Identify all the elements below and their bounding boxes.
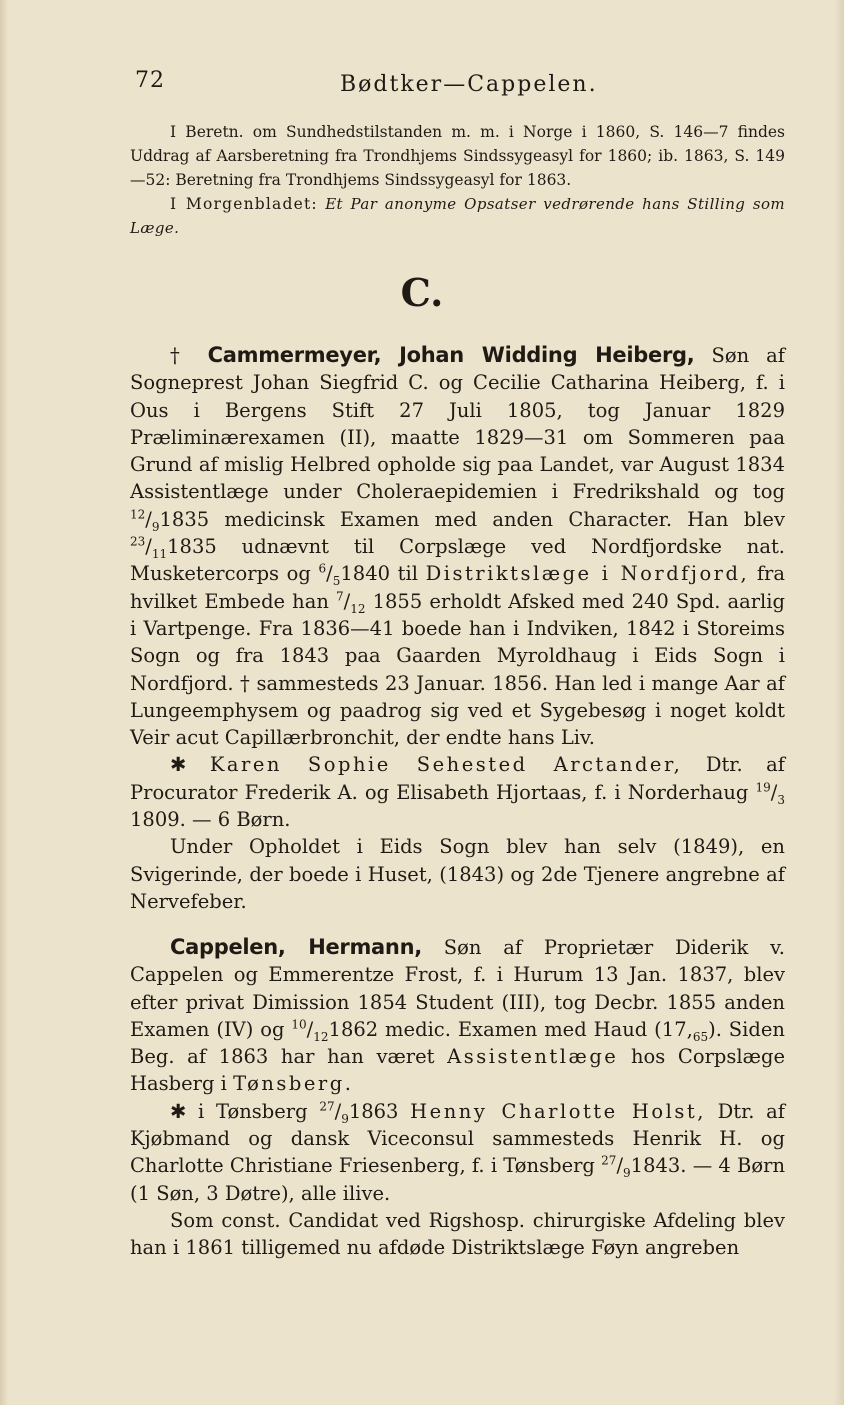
entry-paragraph (130, 342, 785, 751)
entry-text: 1835 udnævnt til Corpslæge ved Nordfjordske nat. Musketercorps og (130, 535, 785, 586)
dagger-mark: † (170, 344, 191, 367)
spouse-name: Karen Sophie Sehested Arctander, (209, 753, 683, 777)
entry-text: 1863 (348, 1099, 399, 1123)
date-fraction: $^7/_{12}$ (336, 589, 366, 616)
marriage-paragraph (130, 1098, 785, 1207)
entry-text: 1809. — 6 Børn. (130, 808, 291, 832)
entry-text: 1835 medicinsk Examen med anden Character. Han blev (159, 507, 785, 531)
section-letter: C. (400, 270, 444, 315)
top-note-line: I Beretn. om Sundhedstilstanden m. m. i Norge i 1860, S. 146—7 findes Uddrag af Aarsberetning fra Trondhjems Sindssygeasyl for 1860; ib. 1863, S. 149—52: Beretning fra Trondhjems Sindssygeasyl for 1863. (130, 123, 785, 189)
entry-text: 1862 medic. Examen med Haud (17, (328, 1017, 693, 1041)
page-header (135, 68, 785, 104)
entry-text: Dtr. af Procurator Frederik A. og Elisabeth Hjortaas, f. i Norderhaug (130, 753, 785, 804)
entry-text: fra hvilket Embede han (130, 562, 785, 613)
entry-cappelen (130, 934, 785, 1262)
entry-cammermeyer (130, 342, 785, 915)
entry-text: 1855 erholdt Afsked med 240 Spd. aarlig i Vartpenge. Fra 1836—41 boede han i Indviken, 1842 i Storeims Sogn og fra 1843 paa Gaarden Myroldhaug i Eids Sogn i Nordfjord. † sammesteds 23 Januar. 1856. Han led i mange Aar af Lungeemphysem og paadrog sig ved et Sygebesøg i noget koldt Veir acut Capillærbronchit, der endte hans Liv. (130, 589, 786, 750)
entry-name: Cappelen, Hermann, (170, 935, 422, 959)
marriage-paragraph (130, 751, 785, 833)
running-title: Bødtker—Cappelen. (340, 72, 598, 97)
entry-name: Cammermeyer, Johan Widding Heiberg, (207, 343, 695, 367)
entry-paragraph (130, 934, 785, 1098)
marriage-mark: ✱ (170, 753, 187, 777)
entry-paragraph: Under Opholdet i Eids Sogn blev han selv (1849), en Svigerinde, der boede i Huset, (1843) og 2de Tjenere angrebne af Nervefeber. (130, 835, 785, 913)
entry-text: i Tønsberg (198, 1099, 308, 1123)
date-fraction: $^6/_5$ (318, 561, 341, 589)
date-fraction: $^{27}/_9$ (601, 1153, 631, 1181)
entry-text: Søn af Sogneprest Johan Siegfrid C. og Cecilie Catharina Heiberg, f. i Ous i Bergens Stift 27 Juli 1805, tog Januar 1829 Præliminærexamen (II), maatte 1829—31 om Sommeren paa Grund af mislig Helbred opholde sig paa Landet, var August 1834 Assistentlæge under Choleraepidemien i Fredrikshald og tog (130, 344, 786, 504)
spouse-name: Henny Charlotte Holst, (410, 1099, 706, 1123)
marriage-mark: ✱ (170, 1099, 187, 1123)
entry-text: ). Siden Beg. af 1863 har han været (130, 1017, 785, 1069)
date-fraction: $^{12}/_9$ (130, 507, 160, 534)
spaced-title: Distriktslæge i Nordfjord, (425, 562, 750, 586)
entry-text: Søn af Proprietær Diderik v. Cappelen og Emmerentze Frost, f. i Hurum 13 Jan. 1837, blev efter privat Dimission 1854 Student (III), tog Decbr. 1855 anden Examen (IV) og (130, 936, 786, 1041)
date-fraction: $^{10}/_{12}$ (291, 1017, 329, 1044)
entry-text: 1840 til (340, 562, 418, 586)
morgenbladet-note (130, 192, 785, 240)
entry-text: hos Corpslæge Hasberg i (130, 1045, 785, 1096)
morgenbladet-text: Et Par anonyme Opsatser vedrørende hans Stilling som Læge. (130, 195, 785, 237)
top-note (130, 120, 785, 240)
spaced-place: Tønsberg. (233, 1072, 354, 1096)
entry-text: 1843. — 4 Børn (1 Søn, 3 Døtre), alle ilive. (130, 1154, 786, 1205)
entry-paragraph: Som const. Candidat ved Rigshosp. chirurgiske Afdeling blev han i 1861 tilligemed nu afdøde Distriktslæge Føyn angreben (130, 1208, 785, 1260)
morgenbladet-label: I Morgenbladet: (170, 195, 318, 213)
spaced-title: Assistentlæge (447, 1045, 619, 1069)
date-fraction: $^{27}/_9$ (319, 1099, 349, 1126)
entry-text: Dtr. af Kjøbmand og dansk Viceconsul sammesteds Henrik H. og Charlotte Christiane Friesenberg, f. i Tønsberg (130, 1099, 786, 1178)
grade-subscript: 65 (692, 1029, 709, 1044)
page-number: 72 (135, 68, 165, 93)
date-fraction: $^{23}/_{11}$ (130, 534, 168, 561)
date-fraction: $^{19}/_3$ (755, 780, 786, 807)
